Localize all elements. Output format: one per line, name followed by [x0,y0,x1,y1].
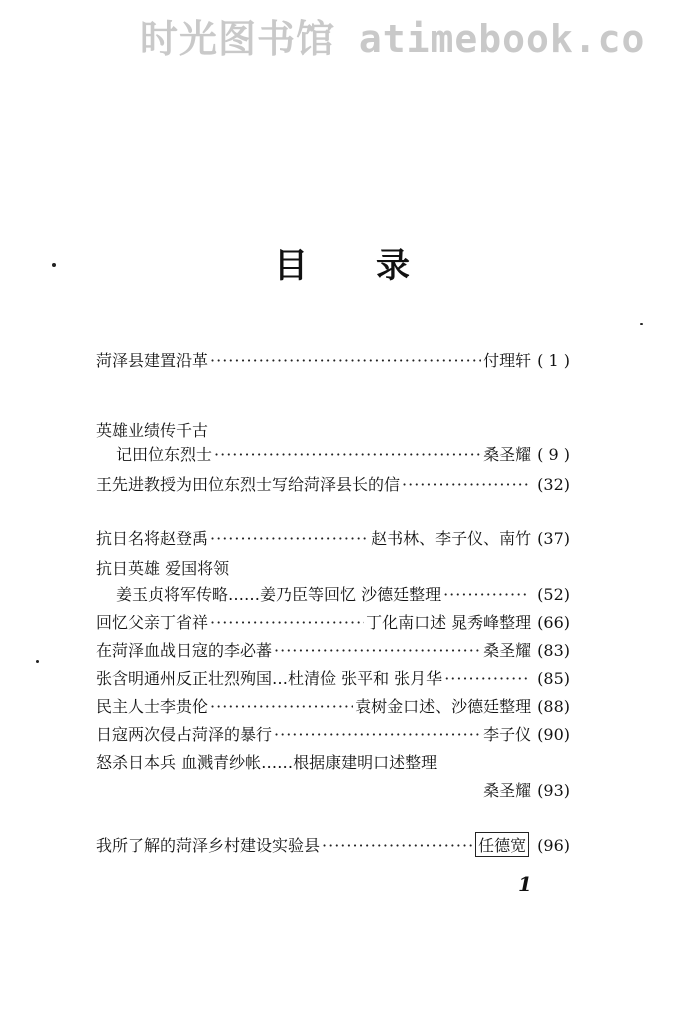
entry-author: 任德宽 [475,832,529,857]
entry-author: 李子仪 [483,725,532,744]
leader-dots [444,669,529,688]
entry-page: (32) [537,475,570,494]
entry-author: 桑圣耀 [483,781,532,800]
leader-dots [274,725,481,744]
leader-dots [210,351,481,370]
leader-dots [210,613,364,632]
leader-dots [443,585,529,604]
entry-title: 姜玉贞将军传略……姜乃臣等回忆 沙德廷整理 [116,585,442,604]
entry-page: (90) [537,725,570,744]
entry-author: 丁化南口述 晁秀峰整理 [366,613,532,632]
entry-author: 付理轩 [483,351,532,370]
watermark: 时光图书馆 atimebook.co [140,17,646,61]
entry-author: 袁树金口述、沙德廷整理 [355,697,532,716]
entry-title: 张含明通州反正壮烈殉国…杜清俭 张平和 张月华 [96,669,443,688]
leader-dots [214,445,481,464]
entry-title: 王先进教授为田位东烈士写给菏泽县长的信 [96,475,401,494]
section-heading: 抗日英雄 爱国将领 [96,559,230,578]
scan-speck [52,263,56,267]
toc-entry [96,526,570,548]
toc-entry-title: 怒杀日本兵 血溅青纱帐……根据康建明口述整理 [96,753,438,772]
entry-title: 我所了解的菏泽乡村建设实验县 [96,836,321,855]
entry-page: (37) [537,529,570,548]
entry-page: (52) [537,585,570,604]
toc-entry [116,582,570,604]
entry-page: ( 9 ) [537,445,570,464]
toc-entry [96,694,570,716]
leader-dots [274,641,481,660]
entry-title: 抗日名将赵登禹 [96,529,209,548]
toc-entry [96,722,570,744]
toc-entry [96,610,570,632]
entry-title: 在菏泽血战日寇的李必蕃 [96,641,273,660]
leader-dots [402,475,529,494]
toc-entry [96,832,570,854]
entry-page: (88) [537,697,570,716]
toc-entry [96,638,570,660]
entry-page: (85) [537,669,570,688]
leader-dots [210,697,353,716]
scan-speck [640,323,643,325]
toc-entry [96,348,570,370]
entry-page: (66) [537,613,570,632]
entry-title: 记田位东烈士 [116,445,213,464]
scan-speck [36,660,39,663]
toc-entry [96,778,570,800]
leader-dots [322,836,473,855]
entry-page: ( 1 ) [537,351,570,370]
toc-entry [96,666,570,688]
entry-author: 桑圣耀 [483,641,532,660]
entry-author: 桑圣耀 [483,445,532,464]
entry-title: 菏泽县建置沿革 [96,351,209,370]
entry-page: (96) [537,836,570,855]
section-heading: 英雄业绩传千古 [96,421,209,440]
entry-title: 回忆父亲丁省祥 [96,613,209,632]
page-number: 1 [518,872,532,896]
entry-page: (83) [537,641,570,660]
page-title: 目录 [274,246,478,286]
toc-entry [116,442,570,464]
entry-title: 日寇两次侵占菏泽的暴行 [96,725,273,744]
leader-dots [210,529,369,548]
entry-title: 民主人士李贵伦 [96,697,209,716]
toc-entry [96,472,570,494]
entry-author: 赵书林、李子仪、南竹 [371,529,532,548]
entry-page: (93) [537,781,570,800]
